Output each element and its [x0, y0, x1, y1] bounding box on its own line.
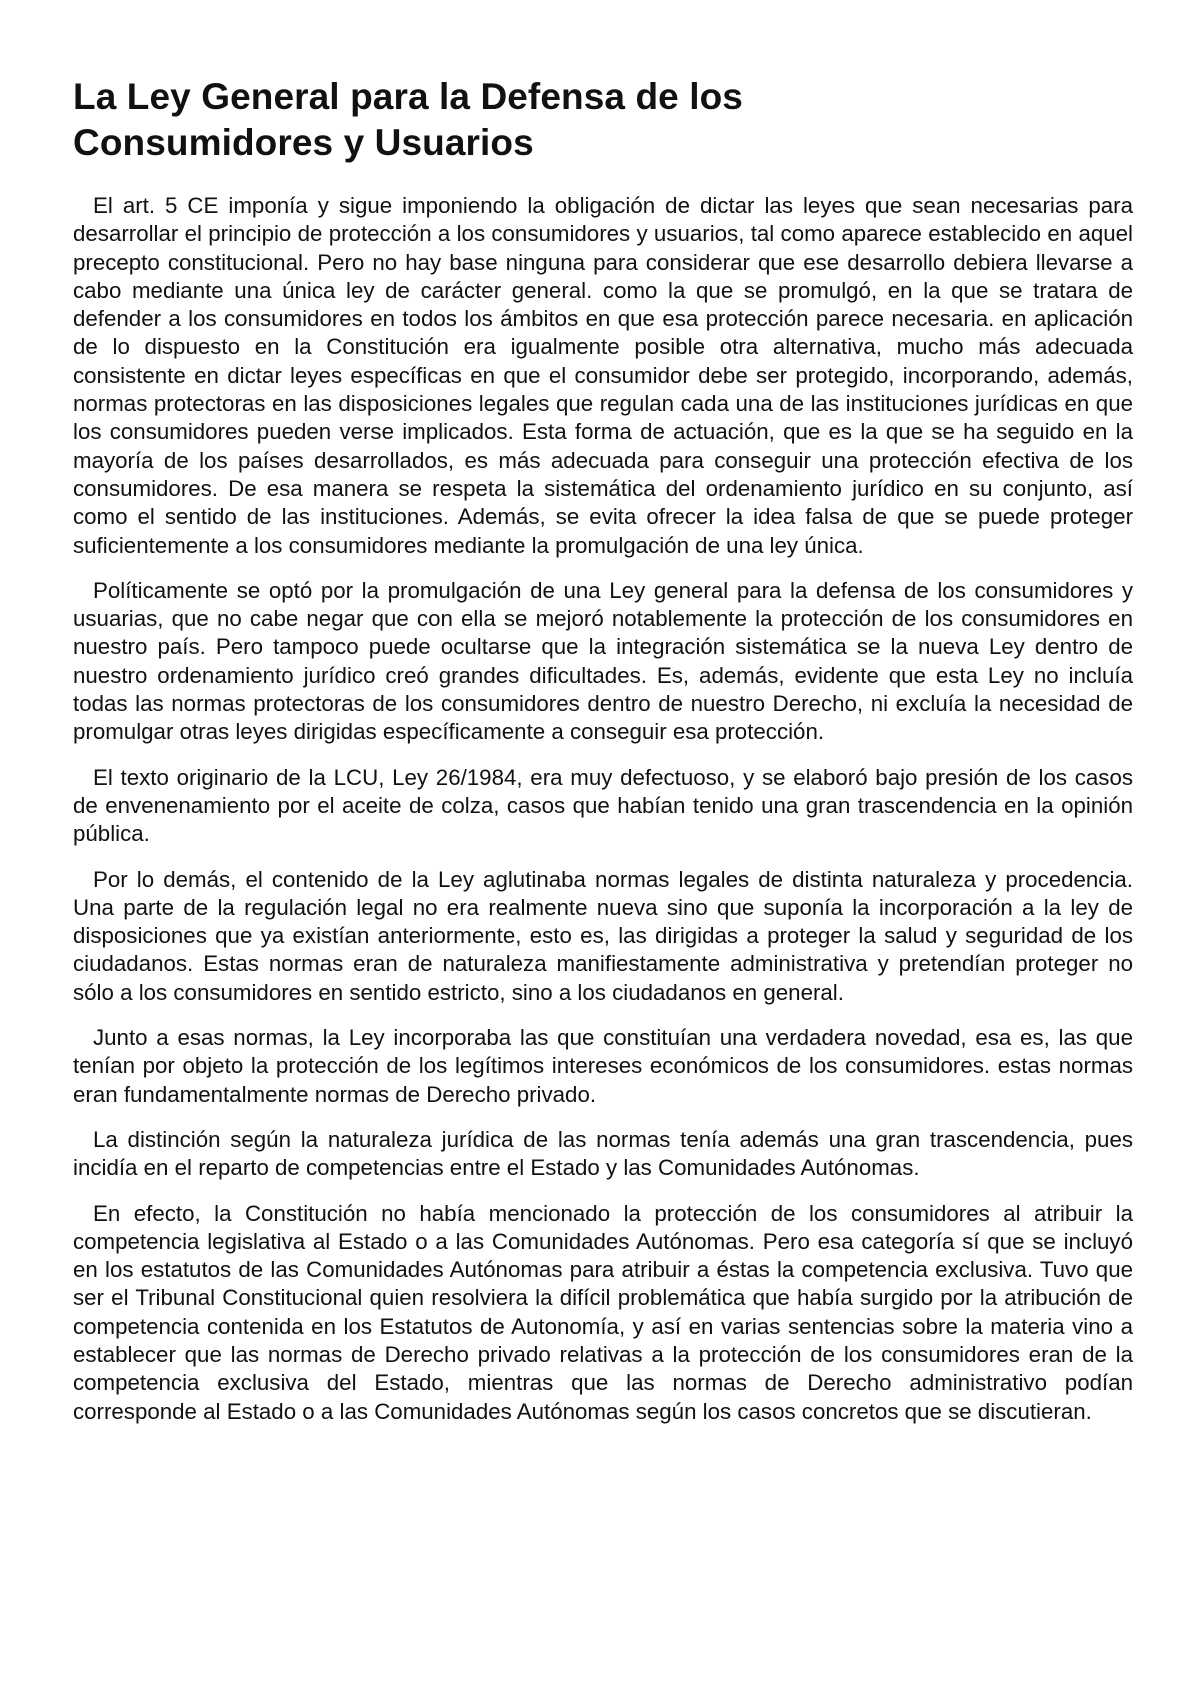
- paragraph-3: El texto originario de la LCU, Ley 26/1984, era muy defectuoso, y se elaboró bajo presión de los casos de envenenamiento por el aceite de colza, casos que habían tenido una gran trascendencia en la opinión pública.: [73, 764, 1133, 847]
- paragraph-1: El art. 5 CE imponía y sigue imponiendo la obligación de dictar las leyes que sean necesarias para desarrollar el principio de protección a los consumidores y usuarios, tal como aparece establecido en aquel precepto constitucional. Pero no hay base ninguna para considerar que ese desarrollo debiera llevarse a cabo mediante una única ley de carácter general. como la que se promulgó, en la que se tratara de defender a los consumidores en todos los ámbitos en que esa protección parece necesaria. en aplicación de lo dispuesto en la Constitución era igualmente posible otra alternativa, mucho más adecuada consistente en dictar leyes específicas en que el consumidor debe ser protegido, incorporando, además, normas protectoras en las disposiciones legales que regulan cada una de las instituciones jurídicas en que los consumidores pueden verse implicados. Esta forma de actuación, que es la que se ha seguido en la mayoría de los países desarrollados, es más adecuada para conseguir una protección efectiva de los consumidores. De esa manera se respeta la sistemática del ordenamiento jurídico en su conjunto, así como el sentido de las instituciones. Además, se evita ofrecer la idea falsa de que se puede proteger suficientemente a los consumidores mediante la promulgación de una ley única.: [73, 193, 1133, 558]
- document-page: [73, 74, 1133, 1443]
- title-line-2: Consumidores y Usuarios: [73, 122, 534, 163]
- paragraph-7: En efecto, la Constitución no había mencionado la protección de los consumidores al atribuir la competencia legislativa al Estado o a las Comunidades Autónomas. Pero esa categoría sí que se incluyó en los estatutos de las Comunidades Autónomas para atribuir a éstas la competencia exclusiva. Tuvo que ser el Tribunal Constitucional quien resolviera la difícil problemática que había surgido por la atribución de competencia contenida en los Estatutos de Autonomía, y así en varias sentencias sobre la materia vino a establecer que las normas de Derecho privado relativas a la protección de los consumidores eran de la competencia exclusiva del Estado, mientras que las normas de Derecho administrativo podían corresponde al Estado o a las Comunidades Autónomas según los casos concretos que se discutieran.: [73, 1200, 1133, 1424]
- document-title: [73, 74, 1133, 166]
- title-line-1: La Ley General para la Defensa de los: [73, 76, 743, 117]
- paragraph-2: Políticamente se optó por la promulgación de una Ley general para la defensa de los consumidores y usuarias, que no cabe negar que con ella se mejoró notablemente la protección de los consumidores en nuestro país. Pero tampoco puede ocultarse que la integración sistemática se la nueva Ley dentro de nuestro ordenamiento jurídico creó grandes dificultades. Es, además, evidente que esta Ley no incluía todas las normas protectoras de los consumidores dentro de nuestro Derecho, ni excluía la necesidad de promulgar otras leyes dirigidas específicamente a conseguir esa protección.: [73, 577, 1133, 745]
- paragraph-6: La distinción según la naturaleza jurídica de las normas tenía además una gran trascendencia, pues incidía en el reparto de competencias entre el Estado y las Comunidades Autónomas.: [73, 1126, 1133, 1181]
- paragraph-5: Junto a esas normas, la Ley incorporaba las que constituían una verdadera novedad, esa es, las que tenían por objeto la protección de los legítimos intereses económicos de los consumidores. estas normas eran fundamentalmente normas de Derecho privado.: [73, 1025, 1133, 1107]
- paragraph-4: Por lo demás, el contenido de la Ley aglutinaba normas legales de distinta naturaleza y procedencia. Una parte de la regulación legal no era realmente nueva sino que suponía la incorporación a la ley de disposiciones que ya existían anteriormente, esto es, las dirigidas a proteger la salud y seguridad de los ciudadanos. Estas normas eran de naturaleza manifiestamente administrativa y pretendían proteger no sólo a los consumidores en sentido estricto, sino a los ciudadanos en general.: [73, 866, 1133, 1005]
